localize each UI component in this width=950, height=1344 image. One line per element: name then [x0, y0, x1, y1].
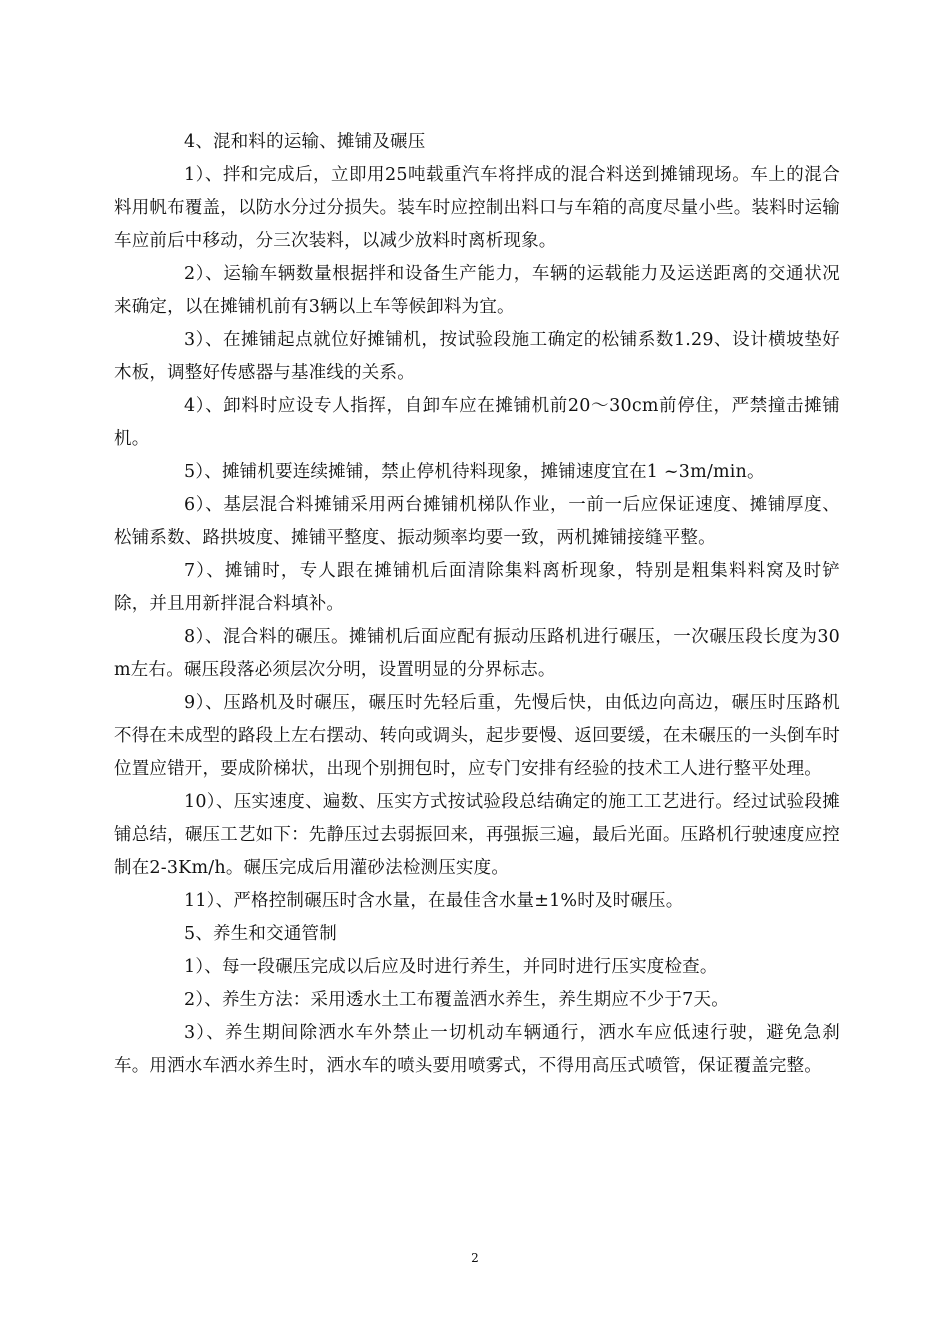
- paragraph-item-1: 1）、拌和完成后，立即用25吨载重汽车将拌成的混合料送到摊铺现场。车上的混合料用帆布覆盖，以防水分过分损失。装车时应控制出料口与车箱的高度尽量小些。装料时运输车应前后中移动，分三次装料，以减少放料时离析现象。: [114, 165, 840, 251]
- paragraph-item-10: 10）、压实速度、遍数、压实方式按试验段总结确定的施工工艺进行。经过试验段摊铺总结，碾压工艺如下：先静压过去弱振回来，再强振三遍，最后光面。压路机行驶速度应控制在2-3Km/h。碾压完成后用灌砂法检测压实度。: [114, 792, 840, 878]
- paragraph-item-6: 6）、基层混合料摊铺采用两台摊铺机梯队作业，一前一后应保证速度、摊铺厚度、松铺系数、路拱坡度、摊铺平整度、振动频率均要一致，两机摊铺接缝平整。: [114, 495, 840, 548]
- document-body: [114, 126, 840, 1083]
- paragraph-item-11: 11）、严格控制碾压时含水量，在最佳含水量±1%时及时碾压。: [184, 891, 684, 911]
- paragraph-item-8: 8）、混合料的碾压。摊铺机后面应配有振动压路机进行碾压，一次碾压段长度为30m左右。碾压段落必须层次分明，设置明显的分界标志。: [114, 627, 840, 680]
- curing-item-1: 1）、每一段碾压完成以后应及时进行养生，并同时进行压实度检查。: [184, 957, 718, 977]
- section-heading-transport: 4、混和料的运输、摊铺及碾压: [184, 132, 426, 152]
- curing-item-3: 3）、养生期间除洒水车外禁止一切机动车辆通行，洒水车应低速行驶，避免急刹车。用洒水车洒水养生时，洒水车的喷头要用喷雾式，不得用高压式喷管，保证覆盖完整。: [114, 1023, 840, 1076]
- paragraph-item-2: 2）、运输车辆数量根据拌和设备生产能力，车辆的运载能力及运送距离的交通状况来确定，以在摊铺机前有3辆以上车等候卸料为宜。: [114, 264, 840, 317]
- paragraph-item-5: 5）、摊铺机要连续摊铺，禁止停机待料现象，摊铺速度宜在1 ~3m/min。: [184, 462, 765, 482]
- paragraph-item-3: 3）、在摊铺起点就位好摊铺机，按试验段施工确定的松铺系数1.29、设计横坡垫好木板，调整好传感器与基准线的关系。: [114, 330, 840, 383]
- paragraph-item-4: 4）、卸料时应设专人指挥，自卸车应在摊铺机前20～30cm前停住，严禁撞击摊铺机。: [114, 396, 840, 449]
- curing-item-2: 2）、养生方法：采用透水土工布覆盖洒水养生，养生期应不少于7天。: [184, 990, 729, 1010]
- page-number: 2: [471, 1251, 479, 1265]
- paragraph-item-9: 9）、压路机及时碾压，碾压时先轻后重，先慢后快，由低边向高边，碾压时压路机不得在未成型的路段上左右摆动、转向或调头，起步要慢、返回要缓，在未碾压的一头倒车时位置应错开，要成阶梯状，出现个别拥包时，应专门安排有经验的技术工人进行整平处理。: [114, 693, 840, 779]
- section-heading-curing: 5、养生和交通管制: [184, 924, 337, 944]
- paragraph-item-7: 7）、摊铺时，专人跟在摊铺机后面清除集料离析现象，特别是粗集料料窝及时铲除，并且用新拌混合料填补。: [114, 561, 840, 614]
